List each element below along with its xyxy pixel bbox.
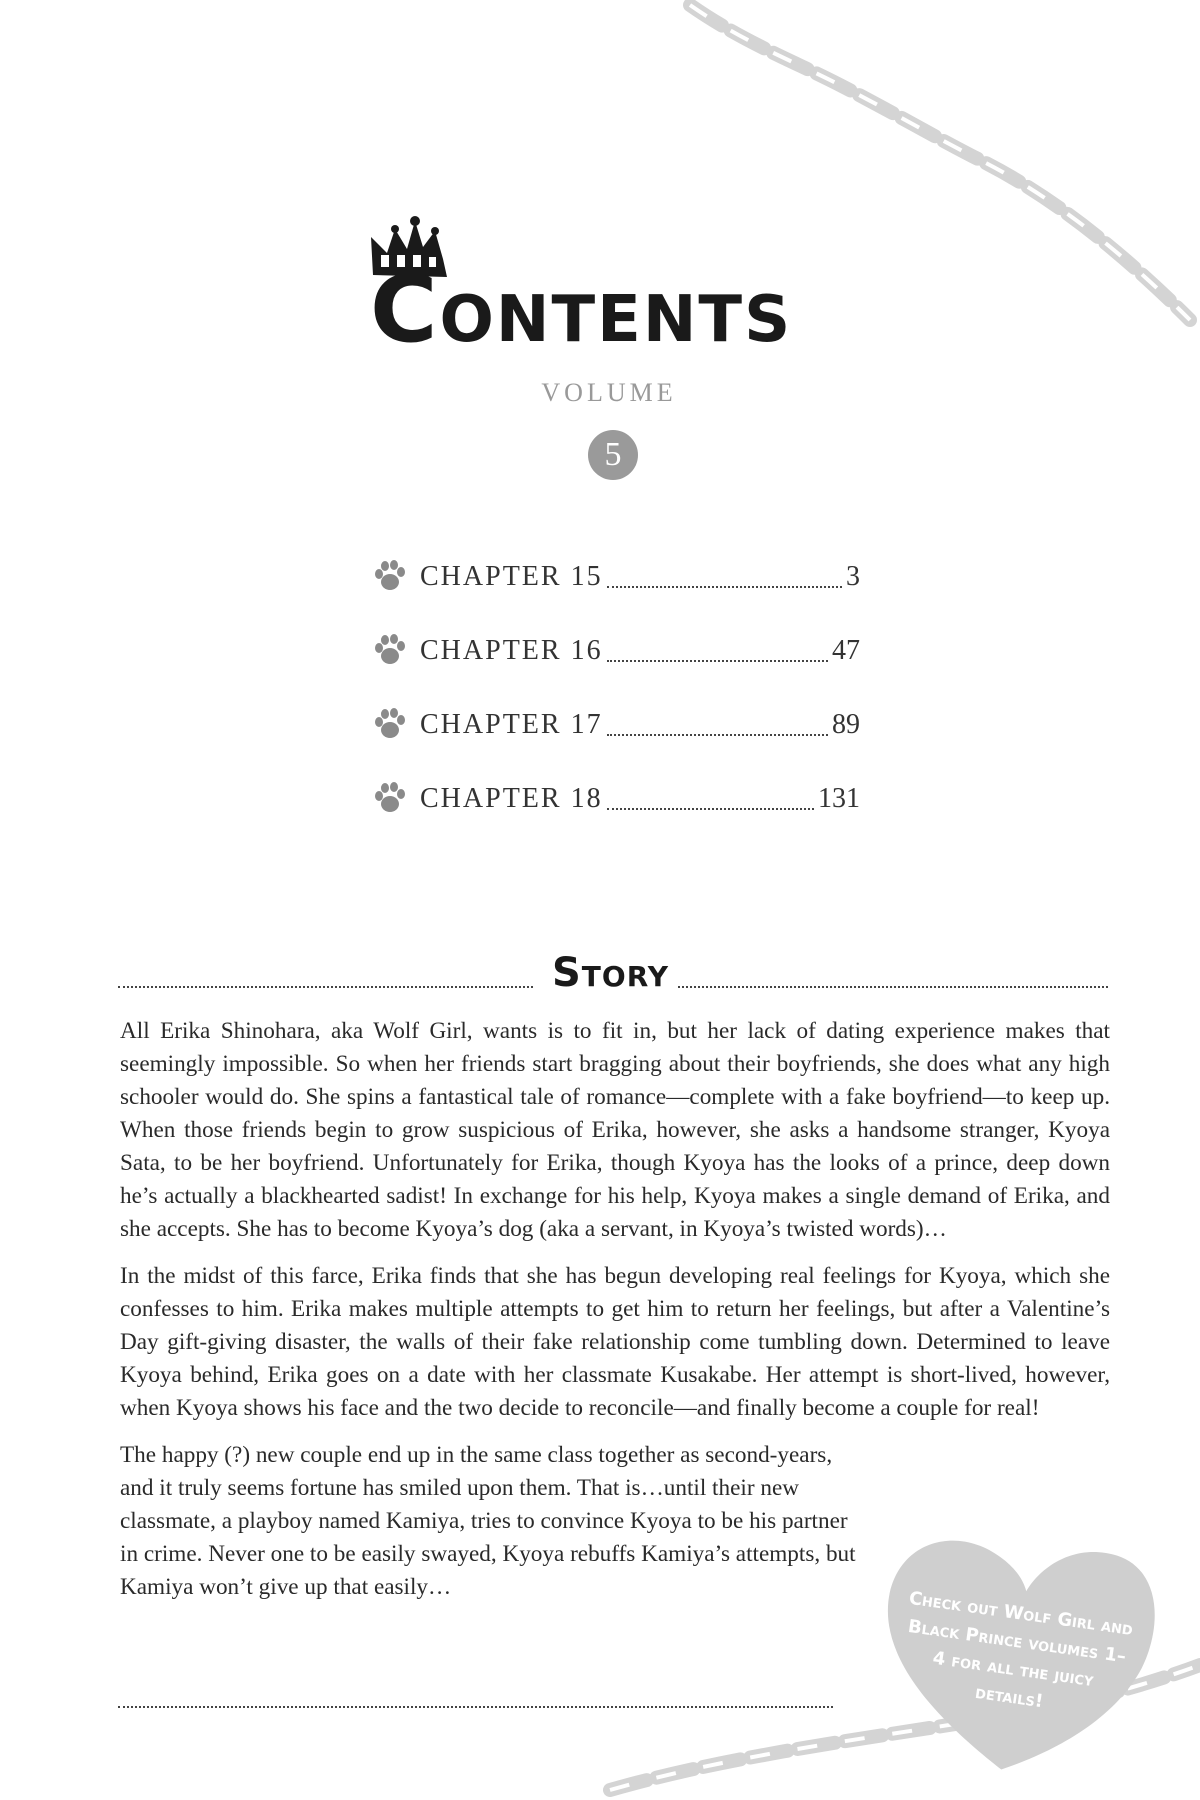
toc-leader-dots bbox=[607, 788, 814, 810]
toc-chapter-label: CHAPTER 17 bbox=[420, 709, 603, 740]
toc-chapter-label: CHAPTER 15 bbox=[420, 561, 603, 592]
toc-page-number: 89 bbox=[832, 709, 860, 740]
story-heading: Story bbox=[551, 950, 669, 996]
paw-print-icon bbox=[370, 559, 406, 595]
toc-entry[interactable] bbox=[370, 762, 860, 836]
table-of-contents bbox=[370, 540, 860, 836]
paw-print-icon bbox=[370, 633, 406, 669]
story-heading-row bbox=[118, 950, 1108, 1010]
toc-page-number: 131 bbox=[818, 783, 860, 814]
toc-chapter-label: CHAPTER 16 bbox=[420, 635, 603, 666]
divider-dots bbox=[118, 1706, 833, 1708]
page-title: Contents bbox=[370, 256, 793, 363]
story-paragraph: In the midst of this farce, Erika finds that she has begun developing real feelings for Kyoya, which she confesses to him. Erika makes multiple attempts to get him to return her feelings, but after a Valentine’s Day gift-giving disaster, the walls of their fake relationship come tumbling down. Determined to leave Kyoya behind, Erika goes on a date with her classmate Kusakabe. Her attempt is short-lived, however, when Kyoya shows his face and the two decide to reconcile—and finally become a couple for real! bbox=[120, 1263, 1110, 1421]
toc-entry[interactable] bbox=[370, 688, 860, 762]
toc-leader-dots bbox=[607, 640, 828, 662]
divider-dots bbox=[118, 986, 533, 988]
volume-label: VOLUME bbox=[541, 378, 677, 407]
paw-print-icon bbox=[370, 707, 406, 743]
story-paragraph: All Erika Shinohara, aka Wolf Girl, wants is to fit in, but her lack of dating experience makes that seemingly impossible. So when her friends start bragging about their boyfriends, she does what any high schooler would do. She spins a fantastical tale of romance—complete with a fake boyfriend—to keep up. When those friends begin to grow suspicious of Erika, however, she asks a handsome stranger, Kyoya Sata, to be her boyfriend. Unfortunately for Erika, though Kyoya has the looks of a prince, deep down he’s actually a blackhearted sadist! In exchange for his help, Kyoya makes a single demand of Erika, and she accepts. She has to become Kyoya’s dog (aka a servant, in Kyoya’s twisted words)… bbox=[120, 1018, 1110, 1242]
toc-page-number: 47 bbox=[832, 635, 860, 666]
toc-page-number: 3 bbox=[846, 561, 860, 592]
toc-entry[interactable] bbox=[370, 614, 860, 688]
toc-leader-dots bbox=[607, 566, 842, 588]
story-paragraph: The happy (?) new couple end up in the same class together as second-years, and it truly seems fortune has smiled upon them. That is…until their new classmate, a playboy named Kamiya, tries to convince Kyoya to be his partner in crime. Never one to be easily swayed, Kyoya rebuffs Kamiya’s attempts, but Kamiya won’t give up that easily… bbox=[120, 1442, 856, 1600]
callout-text: Check out Wolf Girl and Black Prince volumes 1–4 for all the juicy details! bbox=[906, 1587, 1135, 1713]
toc-leader-dots bbox=[607, 714, 828, 736]
toc-chapter-label: CHAPTER 18 bbox=[420, 783, 603, 814]
volume-number-badge: 5 bbox=[588, 430, 638, 480]
divider-dots bbox=[678, 986, 1108, 988]
paw-print-icon bbox=[370, 781, 406, 817]
toc-entry[interactable] bbox=[370, 540, 860, 614]
